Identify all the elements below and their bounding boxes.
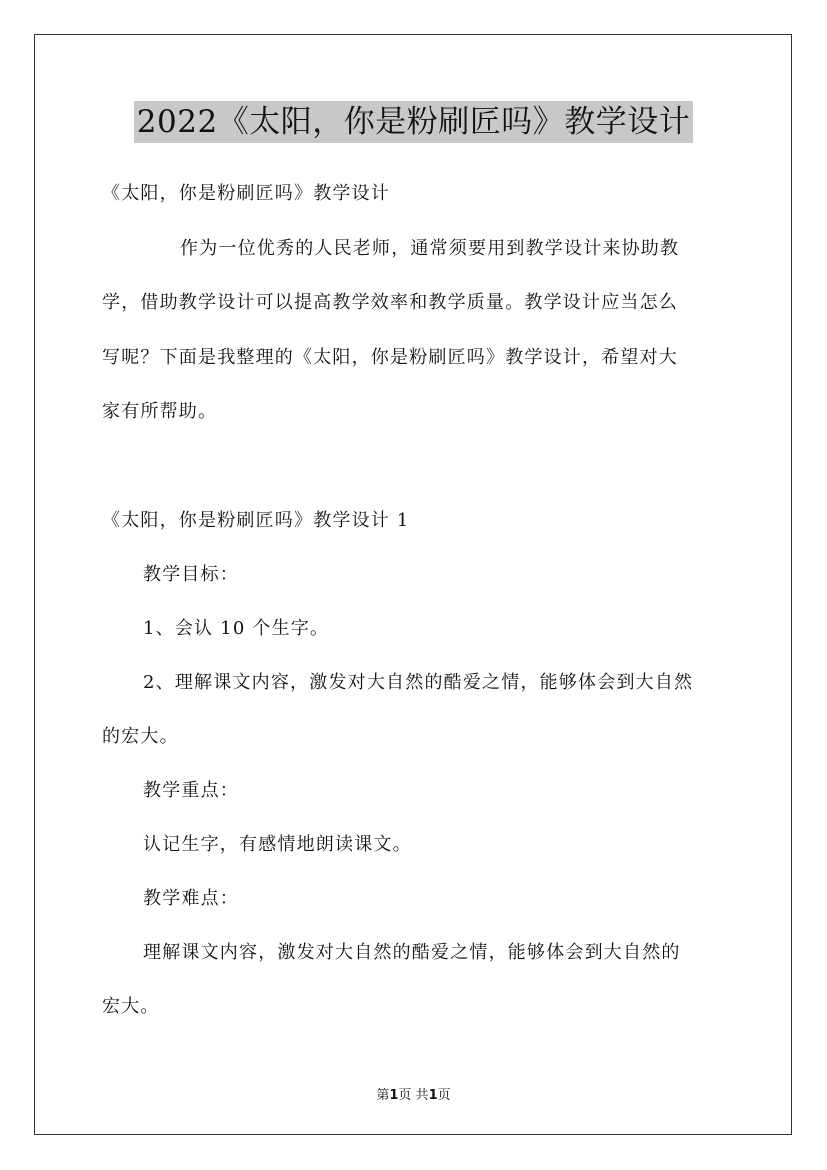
footer-suffix: 页	[437, 1088, 451, 1103]
difficulty-heading: 教学难点：	[143, 888, 239, 909]
intro-line-4: 家有所帮助。	[102, 401, 218, 422]
key-text: 认记生字，有感情地朗读课文。	[143, 834, 412, 855]
footer-page-current: 1	[389, 1088, 399, 1103]
goals-heading: 教学目标：	[143, 564, 239, 585]
intro-line-1: 作为一位优秀的人民老师，通常须要用到教学设计来协助教	[180, 238, 680, 259]
intro-line-3: 写呢？下面是我整理的《太阳，你是粉刷匠吗》教学设计，希望对大	[102, 347, 678, 368]
footer-mid: 页 共	[398, 1088, 429, 1103]
intro-line-2: 学，借助教学设计可以提高教学效率和教学质量。教学设计应当怎么	[102, 292, 678, 313]
footer-prefix: 第	[376, 1088, 390, 1103]
footer-page-total: 1	[428, 1088, 438, 1103]
document-title: 2022《太阳，你是粉刷匠吗》教学设计	[134, 101, 693, 143]
goal-2-line-1: 2、理解课文内容，激发对大自然的酷爱之情，能够体会到大自然	[143, 672, 694, 693]
document-subtitle: 《太阳，你是粉刷匠吗》教学设计	[102, 183, 390, 204]
goal-1: 1、会认 10 个生字。	[143, 618, 330, 639]
key-heading: 教学重点：	[143, 780, 239, 801]
title-container	[0, 101, 827, 143]
page-footer	[0, 1084, 827, 1103]
section-title: 《太阳，你是粉刷匠吗》教学设计 1	[102, 510, 410, 531]
difficulty-line-2: 宏大。	[102, 996, 160, 1017]
difficulty-line-1: 理解课文内容，激发对大自然的酷爱之情，能够体会到大自然的	[143, 942, 681, 963]
goal-2-line-2: 的宏大。	[102, 726, 179, 747]
